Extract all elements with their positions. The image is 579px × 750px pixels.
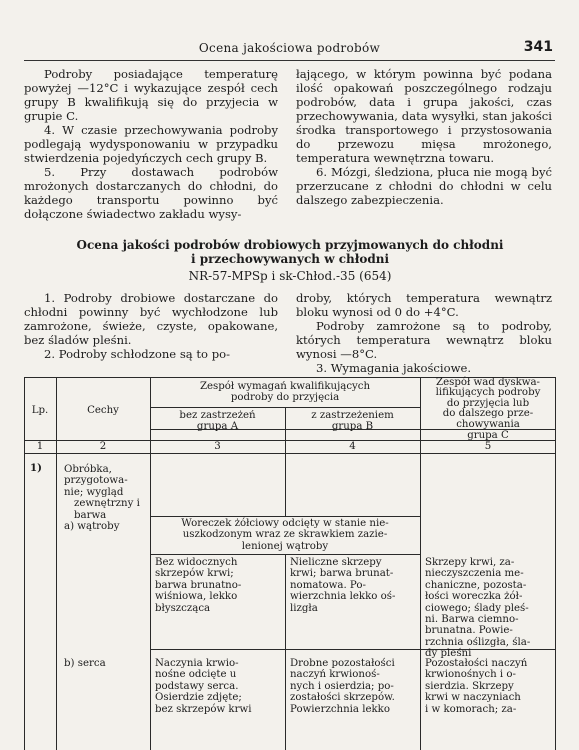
running-header-title: Ocena jakościowa podrobów: [198, 41, 381, 55]
paragraph: 2. Podroby schłodzone są to po-: [44, 347, 231, 361]
header-line: lifikujących podroby: [435, 387, 541, 399]
table-rule: [24, 453, 556, 454]
cell-grupa-c: [425, 557, 530, 660]
section-title-line: i przechowywanych w chłodni: [190, 252, 390, 266]
paragraph: Podroby posiadające temperaturę powyżej —12°C i wykazujące zespół cech grupy B kwalifikują się do przyjecia w grupie C.: [24, 67, 278, 123]
cell-line: uszkodzonym wraz ze skrawkiem zazie-: [182, 529, 388, 541]
cell-line: krwi; barwa brunat-: [290, 568, 394, 580]
cell-line: bez skrzepów krwi: [155, 703, 252, 715]
column-number: 3: [214, 441, 221, 452]
paragraph: 5. Przy dostawach podrobów mrożonych dostarczanych do chłodni, do każdego transportu powinno być dołączone świadectwo zakładu wysy-: [24, 165, 278, 221]
header-line: do przyjęcia lub: [446, 397, 530, 409]
header-zespol: [150, 381, 420, 404]
paragraph: łającego, w którym powinna być podana ilość opakowań poszczególnego rodzaju podrobów, data i grupa jakości, czas przechowywania, data wysyłki, stan jakości środka transportowego i przystosowania do przewozu mięsa mrożonego, temperatura wewnętrzna towaru.: [296, 67, 552, 165]
row-sublabel: b) serca: [64, 658, 106, 669]
text-column-left: [24, 291, 278, 361]
cell-line: Nieliczne skrzepy: [290, 557, 382, 568]
requirements-table: [24, 377, 556, 750]
cell-line: ciowego; ślady pleś-: [425, 602, 529, 614]
cell-line: podstawy serca.: [155, 680, 239, 692]
column-number: 4: [349, 441, 356, 452]
cell-line: wiśniowa, lekko: [155, 591, 238, 603]
table-rule: [285, 554, 286, 750]
text-column-left: [24, 67, 278, 221]
cell-line: skrzepów krwi;: [155, 568, 234, 580]
header-line: do dalszego prze-: [442, 408, 534, 420]
section-norm: NR-57-MPSp i sk-Chłod.-35 (654): [188, 269, 392, 283]
column-number: 5: [484, 441, 492, 452]
cell-line: dy pleśni: [425, 648, 472, 660]
cell-grupa-b: [290, 557, 395, 614]
row-sublabel: a) wątroby: [64, 521, 120, 532]
text-column-right: [296, 291, 552, 375]
header-line: grupa A: [196, 421, 239, 433]
header-line: grupa B: [331, 421, 374, 433]
cell-line: zostałości skrzepów.: [290, 692, 395, 704]
cell-line: lenionej wątroby: [241, 540, 329, 552]
cell-line: Naczynia krwio-: [155, 658, 239, 669]
header-grupa-c-label: grupa C: [467, 430, 509, 441]
cell-line: ni. Barwa ciemno-: [425, 614, 519, 626]
row-number: 1): [30, 462, 42, 474]
header-grupa-a: [150, 410, 285, 433]
header-line: z zastrzeżeniem: [311, 410, 394, 421]
table-rule: [56, 377, 57, 750]
cell-grupa-a: [155, 658, 251, 715]
paragraph: droby, których temperatura wewnątrz bloku wynosi od 0 do +4°C.: [296, 291, 552, 319]
cell-line: nych i osierdzia; po-: [290, 680, 394, 692]
section-title-line: Ocena jakości podrobów drobiowych przyjmowanych do chłodni: [76, 238, 504, 252]
header-lp: Lp.: [31, 405, 49, 416]
section-title: [24, 238, 556, 266]
cell-line: Pozostałości naczyń: [425, 658, 528, 669]
cell-line: brunatna. Powie-: [425, 625, 513, 637]
header-line: chowywania: [456, 418, 520, 430]
table-rule: [150, 516, 420, 517]
cell-line: Obróbka,: [64, 464, 112, 475]
cell-line: chaniczne, pozosta-: [425, 579, 527, 591]
cell-line: Osierdzie zdjęte;: [155, 692, 242, 704]
cell-grupa-c: [425, 658, 527, 715]
header-line: bez zastrzeżeń: [179, 410, 256, 421]
row-label: [64, 464, 140, 521]
cell-line: błyszcząca: [155, 602, 211, 614]
cell-line: krwi w naczyniach: [425, 692, 521, 704]
spanning-cell: [152, 518, 418, 552]
cell-line: przygotowa-: [64, 475, 128, 487]
cell-line: nieczyszczenia me-: [425, 568, 524, 580]
text-column-right: [296, 67, 552, 207]
cell-line: wierzchnia lekko oś-: [290, 591, 396, 603]
cell-line: Bez widocznych: [155, 557, 238, 568]
cell-line: i w komorach; za-: [425, 703, 517, 715]
paragraph: 3. Wymagania jakościowe.: [316, 361, 472, 375]
table-rule: [150, 377, 151, 750]
cell-line: nomatowa. Po-: [290, 579, 366, 591]
cell-line: krwionośnych i o-: [425, 669, 516, 681]
header-line: Zespół wymagań kwalifikujących: [199, 381, 371, 392]
header-line: Zespół wad dyskwa-: [436, 377, 540, 388]
column-number: 1: [36, 441, 44, 452]
column-number: 2: [99, 441, 107, 452]
cell-line: Woreczek żółciowy odcięty w stanie nie-: [181, 518, 389, 529]
paragraph: 4. W czasie przechowywania podroby podlegają wydysponowaniu w przypadku stwierdzenia pojedyńczych cech grupy B.: [24, 123, 278, 165]
cell-line: naczyń krwionoś-: [290, 669, 380, 681]
cell-line: nośne odcięte u: [155, 669, 237, 681]
cell-grupa-b: [290, 658, 395, 715]
cell-line: barwa: [74, 509, 107, 521]
cell-line: łości woreczka żół-: [425, 591, 523, 603]
cell-line: Drobne pozostałości: [290, 658, 395, 669]
header-line: podroby do przyjęcia: [230, 392, 340, 404]
page-number: 341: [523, 39, 553, 55]
cell-line: barwa brunatno-: [155, 579, 242, 591]
header-cechy: Cechy: [87, 405, 119, 416]
paragraph: 6. Mózgi, śledziona, płuca nie mogą być przerzucane z chłodni do chłodni w celu dalszego zabezpieczenia.: [296, 165, 552, 207]
cell-line: rzchnia oślizgła, śla-: [425, 636, 531, 648]
cell-line: lizgła: [290, 602, 318, 614]
header-grupa-c: [420, 378, 556, 430]
header-grupa-b: [285, 410, 420, 433]
paragraph: 1. Podroby drobiowe dostarczane do chłodni powinny być wychłodzone lub zamrożone, świeże, czyste, opakowane, bez śladów pleśni.: [24, 291, 278, 347]
paragraph: Podroby zamrożone są to podroby, których temperatura wewnątrz bloku wynosi —8°C.: [296, 319, 552, 361]
cell-line: sierdzia. Skrzepy: [425, 680, 514, 692]
cell-line: nie; wygląd: [64, 486, 124, 498]
cell-line: Powierzchnia lekko: [290, 703, 390, 715]
cell-grupa-a: [155, 557, 241, 614]
table-rule: [24, 377, 25, 750]
cell-line: Skrzepy krwi, za-: [425, 557, 515, 568]
header-rule: [24, 60, 555, 61]
cell-line: zewnętrzny i: [74, 498, 140, 510]
